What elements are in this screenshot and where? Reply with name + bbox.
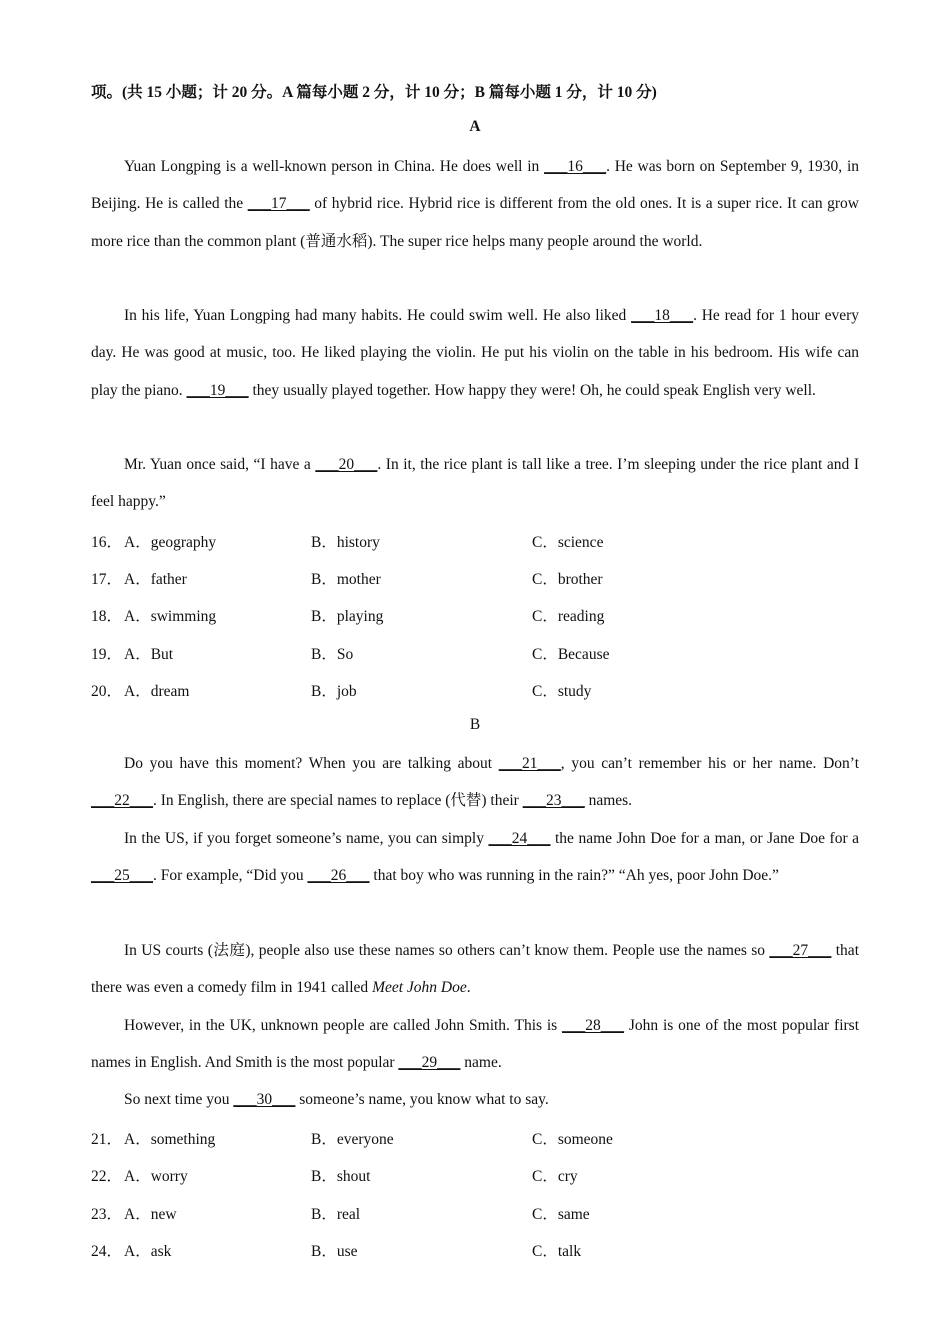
blank-27: ___27___: [769, 942, 832, 959]
passage-a-title: A: [469, 118, 481, 135]
option-a: A．swimming: [124, 608, 217, 625]
blank-23: ___23___: [522, 792, 585, 810]
text-run: . He was born on September 9, 1930, in Beijing. He is called the: [91, 158, 859, 213]
text-run: of hybrid rice. Hybrid rice is different from the old ones. It is a super rice. It can grow more rice than the common plant (普通水稻). The super rice helps many people around the world.: [91, 195, 859, 250]
text-run: However, in the UK, unknown people are called John Smith. This is: [124, 1017, 563, 1034]
option-a: A．geography: [124, 534, 217, 551]
option-a: A．father: [124, 571, 187, 588]
passage-a-paragraph-1: [91, 148, 859, 260]
question-number: 16．: [91, 534, 123, 551]
text-run: John is one of the most popular first names in English. And Smith is the most popular: [91, 1017, 860, 1072]
option-c: C．brother: [532, 571, 603, 588]
option-c: C．study: [532, 683, 592, 700]
blank-18: ___18___: [631, 307, 694, 324]
text-run: So next time you: [124, 1091, 234, 1108]
blank-26: ___26___: [307, 867, 370, 885]
question-number: 21．: [91, 1131, 123, 1148]
text-run: In US courts (法庭), people also use these names so others can’t know them. People use the names so: [124, 942, 770, 959]
question-number: 22．: [91, 1168, 123, 1185]
question-24-options: [91, 1239, 859, 1261]
text-run: In his life, Yuan Longping had many habits. He could swim well. He also liked: [124, 307, 632, 324]
blank-22: ___22___: [91, 792, 153, 810]
option-b: B．playing: [311, 608, 384, 625]
option-a: A．new: [124, 1206, 177, 1223]
option-b: B．use: [311, 1243, 358, 1260]
text-run: that boy who was running in the rain?” “Ah yes, poor John Doe.”: [369, 867, 779, 885]
film-title: Meet John Doe: [372, 979, 467, 997]
option-b: B．shout: [311, 1168, 371, 1185]
option-c: C．someone: [532, 1131, 613, 1148]
option-b: B．job: [311, 683, 357, 700]
question-21-options: [91, 1127, 859, 1149]
question-20-options: [91, 679, 859, 701]
text-run: name.: [460, 1054, 502, 1072]
text-run: . He read for 1 hour every day. He was good at music, too. He liked playing the violin. He put his violin on the table in his bedroom. His wife can play the piano.: [91, 307, 859, 399]
question-number: 23．: [91, 1206, 123, 1223]
option-b: B．real: [311, 1206, 361, 1223]
blank-30: ___30___: [233, 1091, 296, 1108]
text-run: .: [466, 979, 471, 997]
text-run: Do you have this moment? When you are talking about: [124, 755, 499, 772]
passage-a-paragraph-2: [91, 297, 859, 409]
option-c: C．cry: [532, 1168, 578, 1185]
passage-b-paragraph-5: [91, 1081, 859, 1118]
option-c: C．same: [532, 1206, 590, 1223]
passage-b-paragraph-3: [91, 932, 859, 1007]
option-a: A．worry: [124, 1168, 188, 1185]
option-c: C．talk: [532, 1243, 582, 1260]
passage-b-paragraph-1: [91, 745, 859, 820]
passage-b-title: B: [469, 716, 481, 733]
blank-19: ___19___: [186, 381, 249, 399]
text-run: In the US, if you forget someone’s name, you can simply: [124, 830, 489, 847]
text-run: . In English, there are special names to replace (代替) their: [153, 792, 523, 810]
question-number: 19．: [91, 646, 123, 663]
question-17-options: [91, 567, 859, 589]
text-run: the name John Doe for a man, or Jane Doe for a: [550, 830, 859, 847]
text-run: that there was even a comedy film in 1941 called: [91, 942, 859, 997]
option-a: A．ask: [124, 1243, 172, 1260]
option-b: B．history: [311, 534, 380, 551]
passage-a-paragraph-3: [91, 446, 859, 521]
blank-17: ___17___: [247, 195, 310, 213]
question-number: 20．: [91, 683, 123, 700]
section-heading: 项。(共 15 小题；计 20 分。A 篇每小题 2 分，计 10 分；B 篇每小题 1 分，计 10 分): [91, 84, 657, 101]
option-a: A．something: [124, 1131, 216, 1148]
question-18-options: [91, 604, 859, 626]
question-16-options: [91, 530, 859, 552]
text-run: names.: [584, 792, 633, 810]
option-c: C．reading: [532, 608, 605, 625]
blank-24: ___24___: [488, 830, 551, 847]
text-run: Mr. Yuan once said, “I have a: [124, 456, 316, 473]
blank-29: ___29___: [398, 1054, 461, 1072]
option-b: B．everyone: [311, 1131, 394, 1148]
text-run: . For example, “Did you: [153, 867, 308, 885]
option-b: B．So: [311, 646, 354, 663]
text-run: someone’s name, you know what to say.: [295, 1091, 549, 1108]
question-number: 17．: [91, 571, 123, 588]
question-number: 18．: [91, 608, 123, 625]
text-run: , you can’t remember his or her name. Don’t: [560, 755, 859, 772]
option-c: C．Because: [532, 646, 610, 663]
blank-16: ___16___: [544, 158, 607, 175]
question-number: 24．: [91, 1243, 123, 1260]
text-run: . In it, the rice plant is tall like a tree. I’m sleeping under the rice plant and I feel happy.”: [91, 456, 859, 511]
passage-b-paragraph-2: [91, 820, 859, 895]
blank-21: ___21___: [498, 755, 561, 772]
blank-25: ___25___: [91, 867, 153, 885]
option-c: C．science: [532, 534, 604, 551]
question-23-options: [91, 1202, 859, 1224]
passage-b-paragraph-4: [91, 1007, 859, 1082]
text-run: Yuan Longping is a well-known person in China. He does well in: [124, 158, 545, 175]
blank-28: ___28___: [562, 1017, 625, 1034]
question-19-options: [91, 642, 859, 664]
option-a: A．But: [124, 646, 174, 663]
question-22-options: [91, 1164, 859, 1186]
blank-20: ___20___: [315, 456, 378, 473]
text-run: they usually played together. How happy they were! Oh, he could speak English very well.: [248, 381, 816, 399]
option-a: A．dream: [124, 683, 190, 700]
option-b: B．mother: [311, 571, 381, 588]
